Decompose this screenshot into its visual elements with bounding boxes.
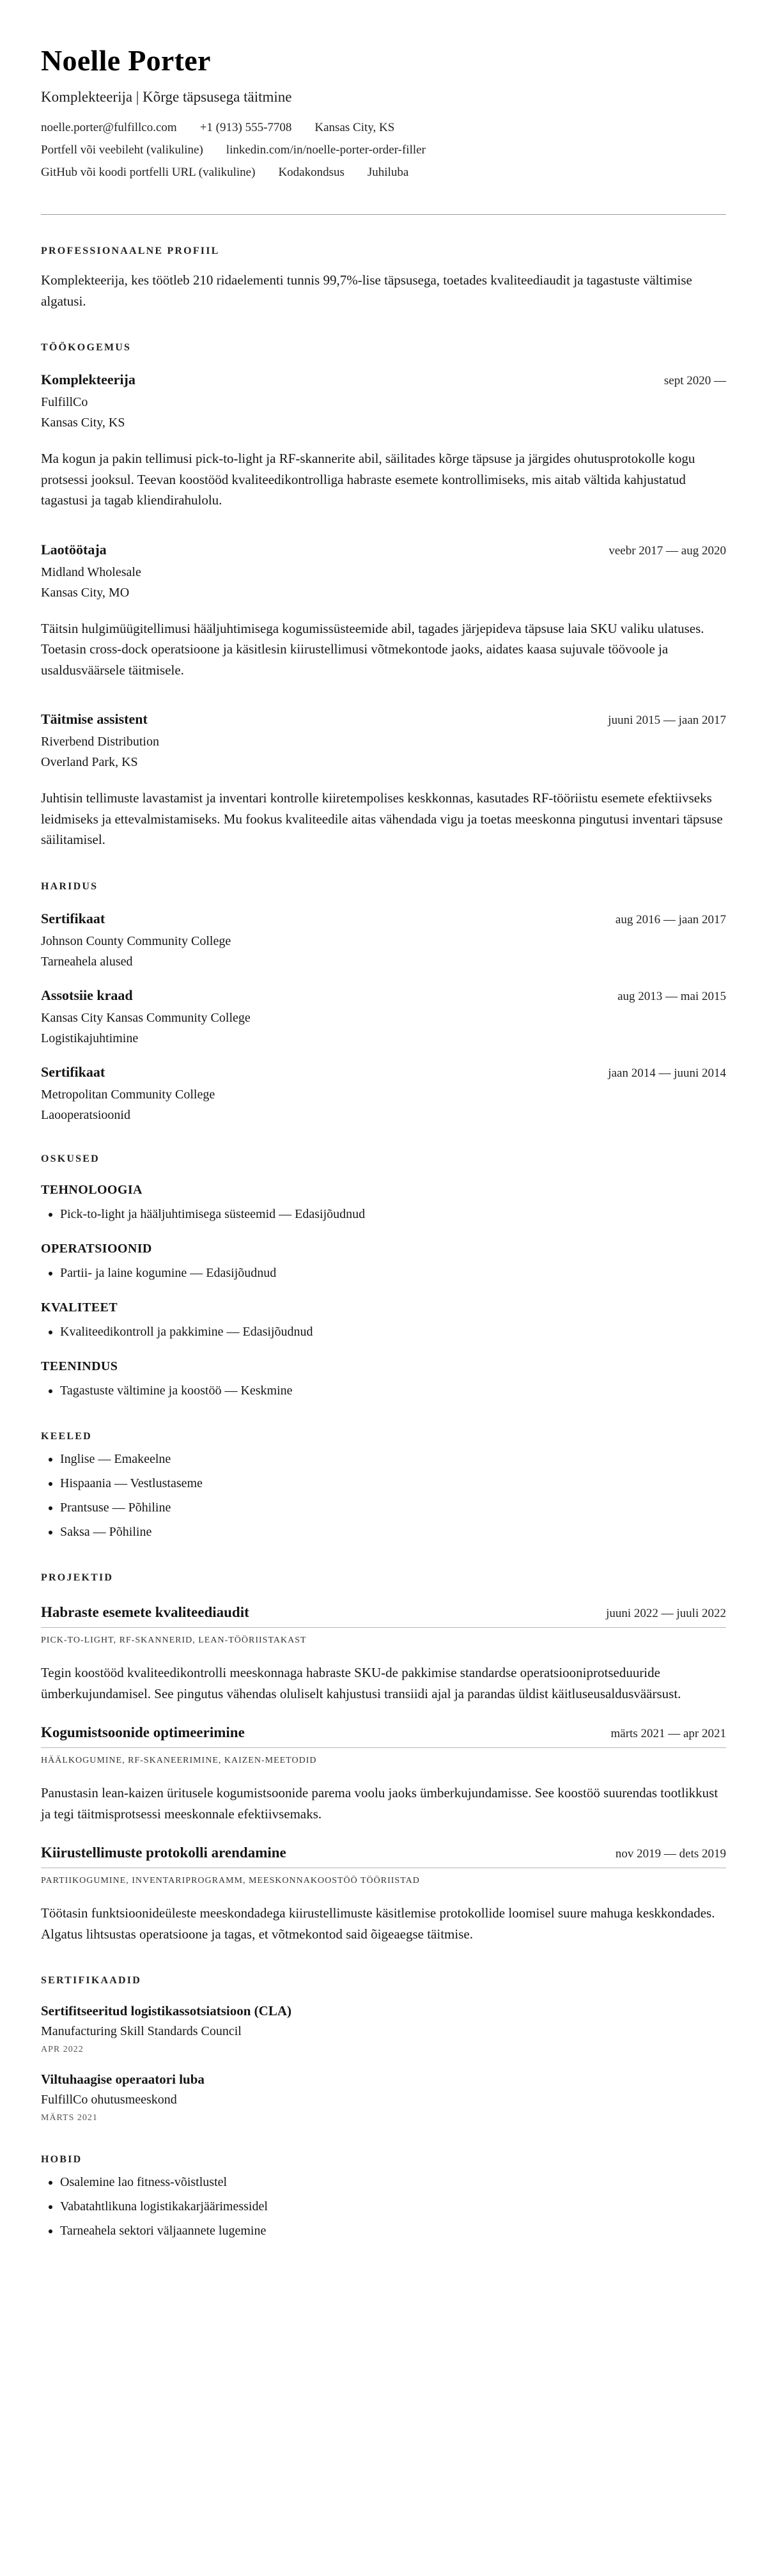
- job-entry: [41, 371, 726, 511]
- education-header: [41, 910, 726, 927]
- job-company: FulfillCo: [41, 395, 88, 410]
- education-date: aug 2013 — mai 2015: [617, 990, 726, 1004]
- skills-list: [41, 1205, 726, 1224]
- skills-group: [41, 1242, 726, 1283]
- section-experience: [41, 342, 726, 850]
- job-title: Täitmise assistent: [41, 711, 148, 728]
- skills-list: [41, 1323, 726, 1341]
- project-entry: [41, 1845, 726, 1944]
- job-title: Komplekteerija: [41, 371, 136, 388]
- project-date: märts 2021 — apr 2021: [610, 1727, 726, 1741]
- section-skills: [41, 1153, 726, 1400]
- skills-group-title: TEENINDUS: [41, 1359, 118, 1374]
- github-placeholder: GitHub või koodi portfelli URL (valikuline): [41, 166, 256, 179]
- field-of-study: Laooperatsioonid: [41, 1108, 130, 1123]
- project-title: Habraste esemete kvaliteediaudit: [41, 1604, 249, 1621]
- job-entry: [41, 711, 726, 850]
- project-entry: [41, 1604, 726, 1704]
- job-date: sept 2020 —: [663, 374, 726, 388]
- resume-header: [41, 43, 726, 180]
- section-hobbies: [41, 2154, 726, 2240]
- skills-group: [41, 1359, 726, 1400]
- skills-group: [41, 1300, 726, 1341]
- section-projects: [41, 1572, 726, 1944]
- education-date: aug 2016 — jaan 2017: [615, 913, 726, 927]
- project-header: [41, 1604, 726, 1628]
- project-title: Kogumistsoonide optimeerimine: [41, 1724, 245, 1741]
- section-heading-projects: PROJEKTID: [41, 1572, 114, 1584]
- hobbies-list: [41, 2173, 726, 2240]
- hobby-item: • Vabatahtlikuna logistikakarjäärimessidel: [60, 2197, 726, 2216]
- job-header: [41, 371, 726, 388]
- certification-date: MÄRTS 2021: [41, 2113, 98, 2123]
- project-header: [41, 1724, 726, 1748]
- project-tools: PARTIIKOGUMINE, INVENTARIPROGRAMM, MEESKONNAKOOSTÖÖ TÖÖRIISTAD: [41, 1876, 420, 1886]
- section-heading-experience: TÖÖKOGEMUS: [41, 342, 132, 354]
- skill-item: • Tagastuste vältimine ja koostöö — Keskmine: [60, 1382, 726, 1400]
- section-languages: [41, 1431, 726, 1542]
- education-header: [41, 1064, 726, 1081]
- drivers-license-label: Juhiluba: [367, 166, 409, 179]
- skill-item: • Pick-to-light ja hääljuhtimisega süsteemid — Edasijõudnud: [60, 1205, 726, 1224]
- skills-list: [41, 1382, 726, 1400]
- section-heading-education: HARIDUS: [41, 881, 98, 893]
- hobby-item: • Tarneahela sektori väljaannete lugemine: [60, 2222, 726, 2240]
- project-date: nov 2019 — dets 2019: [615, 1847, 726, 1861]
- section-heading-hobbies: HOBID: [41, 2154, 82, 2166]
- job-title: Laotöötaja: [41, 541, 107, 558]
- section-certifications: [41, 1975, 726, 2123]
- job-location: Overland Park, KS: [41, 755, 138, 770]
- section-heading-certifications: SERTIFIKAADID: [41, 1975, 141, 1987]
- header-divider: [41, 214, 726, 215]
- job-company: Midland Wholesale: [41, 565, 141, 579]
- job-date: juuni 2015 — jaan 2017: [608, 714, 726, 728]
- degree-title: Sertifikaat: [41, 910, 105, 927]
- education-date: jaan 2014 — juuni 2014: [608, 1066, 726, 1081]
- contact-row-1: [41, 121, 726, 135]
- languages-list: [41, 1450, 726, 1542]
- tagline: Komplekteerija | Kõrge täpsusega täitmine: [41, 89, 292, 105]
- certification-entry: [41, 2072, 726, 2123]
- job-description: Ma kogun ja pakin tellimusi pick-to-light ja RF-skannerite abil, säilitades kõrge täpsuse ja järgides ohutusprotokolle kogu protsessi jooksul. Teevan koostööd kvaliteedikontrolliga habraste esemete kontrollimiseks, mis aitab vältida kahjustatud tagastusi ja tagab kliendirahulolu.: [41, 451, 695, 508]
- section-profile: [41, 246, 726, 311]
- skill-item: • Partii- ja laine kogumine — Edasijõudnud: [60, 1264, 726, 1283]
- citizenship-label: Kodakondsus: [278, 166, 345, 179]
- project-header: [41, 1845, 726, 1868]
- hobby-item: • Osalemine lao fitness-võistlustel: [60, 2173, 726, 2192]
- education-entry: [41, 910, 726, 969]
- education-header: [41, 987, 726, 1004]
- portfolio-placeholder: Portfell või veebileht (valikuline): [41, 143, 203, 157]
- person-name: Noelle Porter: [41, 44, 211, 77]
- language-item: • Saksa — Põhiline: [60, 1523, 726, 1542]
- skills-group-title: OPERATSIOONID: [41, 1242, 152, 1256]
- language-item: • Prantsuse — Põhiline: [60, 1499, 726, 1517]
- job-header: [41, 711, 726, 728]
- degree-title: Assotsiie kraad: [41, 987, 133, 1004]
- job-description: Täitsin hulgimüügitellimusi hääljuhtimisega kogumissüsteemide abil, tagades järjepideva täpsuse laia SKU valiku ulatuses. Toetasin cross-dock operatsioone ja käsitlesin kiirustellimusi võtmekontode jaoks, aidates kaasa sujuvale töövoole ja usaldusväärsele täitmisele.: [41, 620, 704, 678]
- education-entry: [41, 987, 726, 1046]
- section-heading-languages: KEELED: [41, 1431, 92, 1442]
- language-item: • Inglise — Emakeelne: [60, 1450, 726, 1469]
- linkedin-link[interactable]: linkedin.com/in/noelle-porter-order-filler: [226, 143, 426, 157]
- language-item: • Hispaania — Vestlustaseme: [60, 1474, 726, 1493]
- skill-item: • Kvaliteedikontroll ja pakkimine — Edasijõudnud: [60, 1323, 726, 1341]
- job-date: veebr 2017 — aug 2020: [608, 543, 726, 558]
- section-heading-profile: PROFESSIONAALNE PROFIIL: [41, 246, 220, 256]
- skills-group-title: TEHNOLOOGIA: [41, 1183, 143, 1198]
- certification-name: Viltuhaagise operaatori luba: [41, 2072, 205, 2088]
- project-entry: [41, 1724, 726, 1824]
- profile-summary-text: Komplekteerija, kes töötleb 210 ridaelementi tunnis 99,7%-lise täpsusega, toetades kvaliteediaudit ja tagastuste vältimise algatusi.: [41, 272, 692, 309]
- degree-title: Sertifikaat: [41, 1064, 105, 1081]
- skills-list: [41, 1264, 726, 1283]
- certification-date: APR 2022: [41, 2045, 84, 2055]
- school-name: Kansas City Kansas Community College: [41, 1011, 251, 1026]
- field-of-study: Tarneahela alused: [41, 955, 133, 969]
- project-title: Kiirustellimuste protokolli arendamine: [41, 1845, 286, 1861]
- school-name: Metropolitan Community College: [41, 1088, 215, 1102]
- job-company: Riverbend Distribution: [41, 735, 159, 749]
- certification-issuer: FulfillCo ohutusmeeskond: [41, 2093, 177, 2107]
- project-description: Panustasin lean-kaizen üritusele kogumistsoonide parema voolu jaoks ümberkujundamisse. See koostöö suurendas tootlikkust ja tegi täitmisprotsessi meeskonnale efektiivsemaks.: [41, 1785, 718, 1822]
- email-link[interactable]: noelle.porter@fulfillco.com: [41, 121, 177, 134]
- certification-entry: [41, 2003, 726, 2055]
- section-heading-skills: OSKUSED: [41, 1153, 100, 1165]
- project-tools: HÄÄLKOGUMINE, RF-SKANEERIMINE, KAIZEN-MEETODID: [41, 1756, 317, 1766]
- project-tools: PICK-TO-LIGHT, RF-SKANNERID, LEAN-TÖÖRIISTAKAST: [41, 1635, 307, 1646]
- skills-group-title: KVALITEET: [41, 1300, 118, 1315]
- education-entry: [41, 1064, 726, 1123]
- location-text: Kansas City, KS: [314, 121, 395, 134]
- certification-issuer: Manufacturing Skill Standards Council: [41, 2024, 242, 2039]
- project-description: Tegin koostööd kvaliteedikontrolli meeskonnaga habraste SKU-de pakkimise standardse operatsiooniprotseduuride ümberkujundamisel. See pingutus vähendas oluliselt kahjustusi transiidi ajal ja parandas üldist käitluseusaldusväärsust.: [41, 1665, 681, 1701]
- contact-row-3: [41, 166, 726, 180]
- contact-row-2: [41, 143, 726, 157]
- job-location: Kansas City, KS: [41, 416, 125, 430]
- job-header: [41, 542, 726, 558]
- certification-name: Sertifitseeritud logistikassotsiatsioon (CLA): [41, 2003, 291, 2019]
- section-education: [41, 881, 726, 1123]
- job-description: Juhtisin tellimuste lavastamist ja inventari kontrolle kiiretempolises keskkonnas, kasutades RF-tööriistu esemete efektiivseks leidmiseks ja ettevalmistamiseks. Mu fookus kvaliteedile aitas vähendada vigu ja toetas meeskonna pingutusi inventari täpsuse säilitamisel.: [41, 790, 723, 848]
- project-description: Töötasin funktsioonideüleste meeskondadega kiirustellimuste käsitlemise protokollide loomisel suure mahuga keskkondades. Algatus lihtsustas operatsioone ja tagas, et võtmekontod said õigeaegse täitmise.: [41, 1905, 715, 1942]
- skills-group: [41, 1183, 726, 1224]
- job-entry: [41, 542, 726, 681]
- project-date: juuni 2022 — juuli 2022: [606, 1607, 726, 1621]
- field-of-study: Logistikajuhtimine: [41, 1031, 139, 1046]
- school-name: Johnson County Community College: [41, 934, 231, 949]
- job-location: Kansas City, MO: [41, 585, 130, 600]
- phone-number: +1 (913) 555-7708: [199, 121, 292, 134]
